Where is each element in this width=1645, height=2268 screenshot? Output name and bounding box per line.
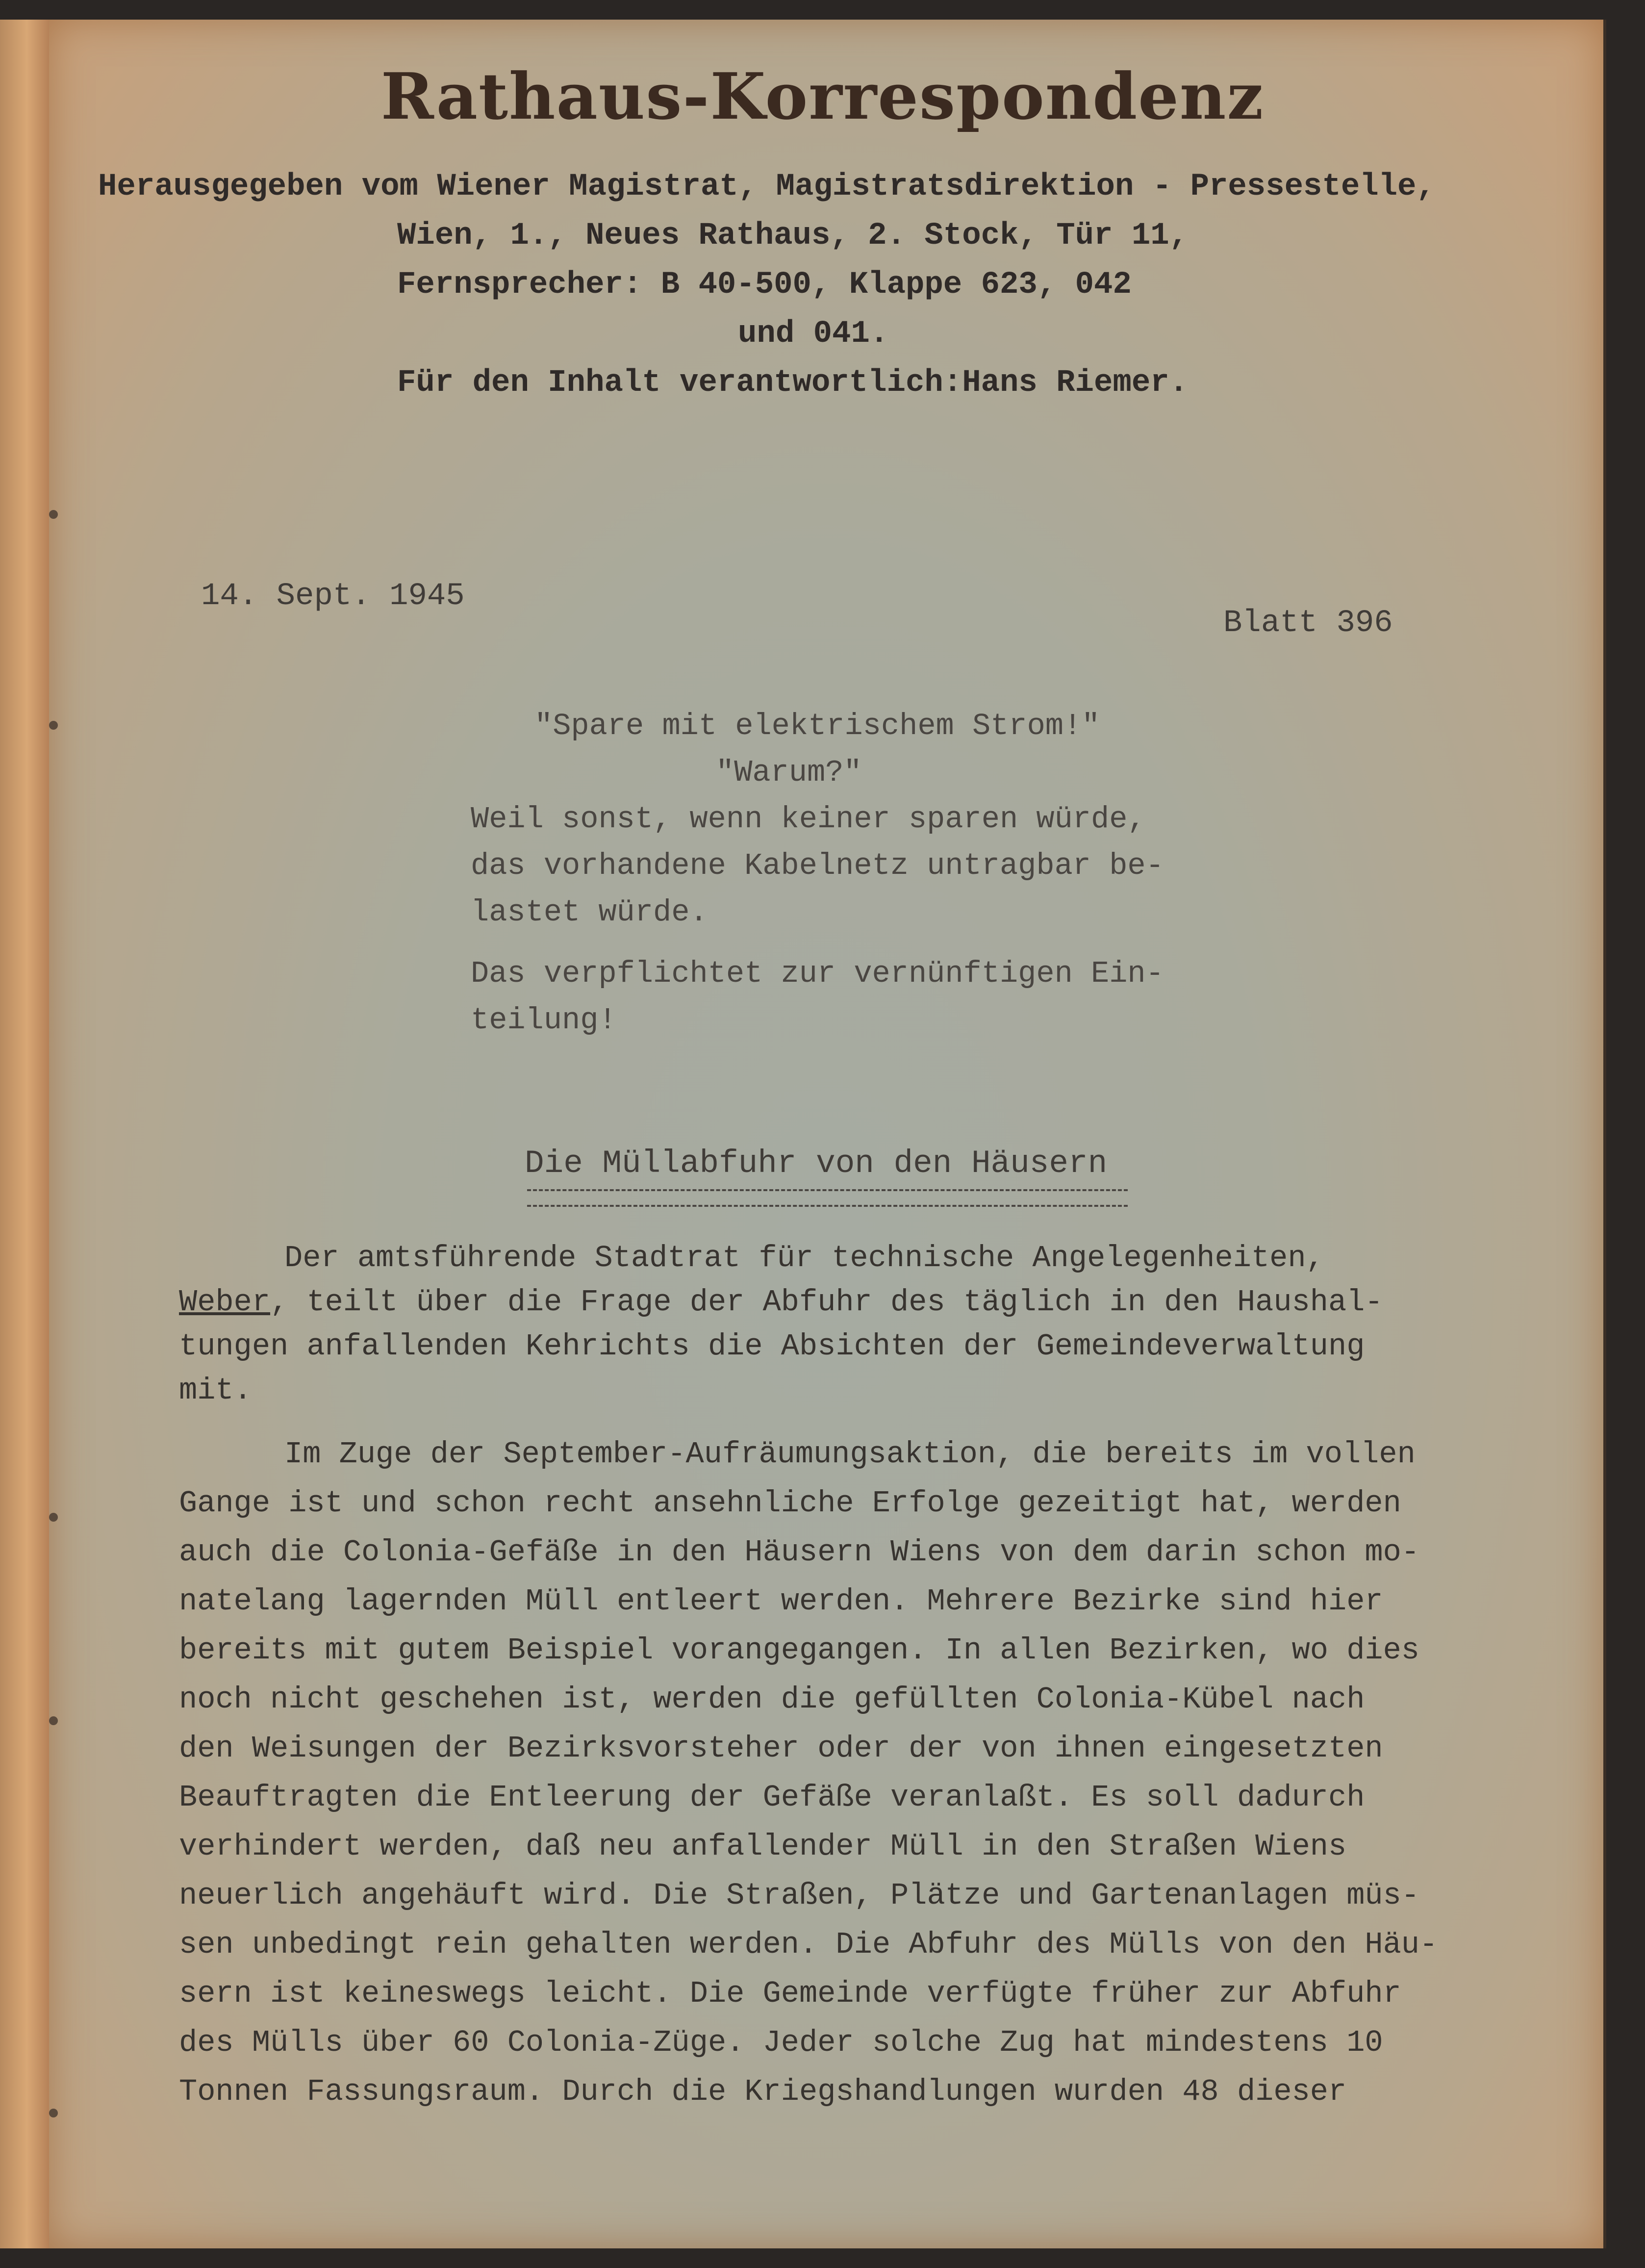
body-line: den Weisungen der Bezirksvorsteher oder der von ihnen eingesetzten <box>179 1731 1383 1766</box>
slogan-line: teilung! <box>471 1003 617 1038</box>
staple-hole <box>49 510 58 519</box>
article-title: Die Müllabfuhr von den Häusern <box>525 1145 1108 1182</box>
title-double-underline <box>527 1189 1128 1207</box>
staple-hole <box>49 721 58 730</box>
header-phone: Fernsprecher: B 40-500, Klappe 623, 042 <box>397 267 1132 303</box>
body-line: auch die Colonia-Gefäße in den Häusern Wiens von dem darin schon mo- <box>179 1535 1420 1570</box>
document-page <box>49 20 1606 2248</box>
body-line: bereits mit gutem Beispiel vorangegangen. In allen Bezirken, wo dies <box>179 1633 1420 1668</box>
document-date: 14. Sept. 1945 <box>201 579 465 614</box>
body-line: Gange ist und schon recht ansehnliche Erfolge gezeitigt hat, werden <box>179 1486 1401 1521</box>
body-line: tungen anfallenden Kehrichts die Absichten der Gemeindeverwaltung <box>179 1329 1365 1364</box>
body-line: Der amtsführende Stadtrat für technische Angelegenheiten, <box>284 1241 1324 1275</box>
header-publisher: Herausgegeben vom Wiener Magistrat, Magistratsdirektion - Pressestelle, <box>98 169 1435 204</box>
body-line: Beauftragten die Entleerung der Gefäße veranlaßt. Es soll dadurch <box>179 1780 1365 1815</box>
body-line: sen unbedingt rein gehalten werden. Die Abfuhr des Mülls von den Häu- <box>179 1927 1438 1962</box>
binding-edge <box>0 20 51 2248</box>
slogan-line: Weil sonst, wenn keiner sparen würde, <box>471 802 1146 837</box>
masthead-title: Rathaus-Korrespondenz <box>380 59 1265 134</box>
body-line: des Mülls über 60 Colonia-Züge. Jeder solche Zug hat mindestens 10 <box>179 2025 1383 2060</box>
header-responsible: Für den Inhalt verantwortlich:Hans Riemer. <box>397 365 1189 401</box>
staple-hole <box>49 1513 58 1522</box>
body-line: Tonnen Fassungsraum. Durch die Kriegshandlungen wurden 48 dieser <box>179 2074 1347 2109</box>
body-line: natelang lagernden Müll entleert werden. Mehrere Bezirke sind hier <box>179 1584 1383 1619</box>
staple-hole <box>49 2109 58 2117</box>
body-line: neuerlich angehäuft wird. Die Straßen, Plätze und Gartenanlagen müs- <box>179 1878 1420 1913</box>
body-line: noch nicht geschehen ist, werden die gefüllten Colonia-Kübel nach <box>179 1682 1365 1717</box>
body-line: verhindert werden, daß neu anfallender Müll in den Straßen Wiens <box>179 1829 1347 1864</box>
header-phone-cont: und 041. <box>738 316 889 352</box>
slogan-line: Das verpflichtet zur vernünftigen Ein- <box>471 956 1164 991</box>
body-line: sern ist keineswegs leicht. Die Gemeinde verfügte früher zur Abfuhr <box>179 1976 1401 2011</box>
slogan-line: das vorhandene Kabelnetz untragbar be- <box>471 848 1164 883</box>
body-line: mit. <box>179 1373 252 1408</box>
slogan-line: "Warum?" <box>716 755 862 790</box>
body-line: Im Zuge der September-Aufräumungsaktion, die bereits im vollen <box>284 1437 1416 1472</box>
header-address: Wien, 1., Neues Rathaus, 2. Stock, Tür 11, <box>397 218 1189 254</box>
staple-hole <box>49 1716 58 1725</box>
slogan-line: lastet würde. <box>471 895 708 930</box>
body-line: Weber, teilt über die Frage der Abfuhr des täglich in den Haushal- <box>179 1285 1383 1320</box>
slogan-line: "Spare mit elektrischem Strom!" <box>534 709 1100 743</box>
sheet-number: Blatt 396 <box>1223 606 1393 641</box>
person-name-weber: Weber <box>179 1285 271 1320</box>
